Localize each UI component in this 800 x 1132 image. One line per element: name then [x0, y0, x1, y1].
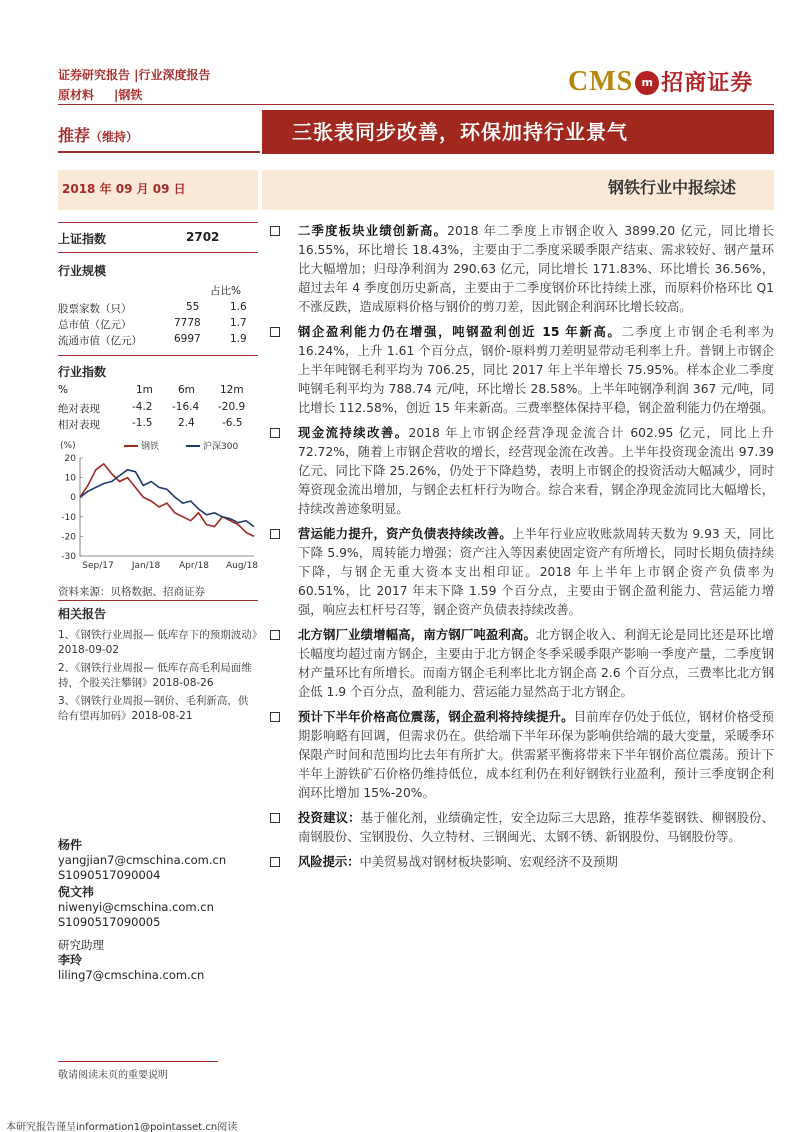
bullet-heading: 营运能力提升，资产负债表持续改善。: [298, 527, 512, 541]
sector-secondary: |钢铁: [114, 88, 143, 102]
bullet-item: [270, 626, 774, 702]
checkbox-icon: [270, 428, 280, 438]
left-divider: [58, 252, 258, 253]
checkbox-icon: [270, 529, 280, 539]
report-category: 证券研究报告 |行业深度报告: [58, 68, 211, 82]
share-header: 占比%: [210, 285, 241, 297]
chart-source: 资料来源：贝格数据、招商证券: [58, 586, 205, 598]
bullet-text: 上半年行业应收账款周转天数为 9.93 天，同比下降 5.9%，周转能力增强；资产注入等因素使固定资产有所增长，同时长期负债持续下降，与钢企无重大资本支出相印证。2018 年上半年上市钢企资产负债率为 60.51%，比 2017 年末下降 1.59 个百分点，主要由于钢企盈利能力、营运能力增强，响应去杠杆号召等，钢企资产负债表持续改善。: [298, 527, 774, 617]
legend-label: 沪深300: [203, 442, 239, 452]
x-tick-label: Aug/18: [225, 561, 258, 571]
bullet-heading: 预计下半年价格高位震荡，钢企盈利将持续提升。: [298, 710, 574, 724]
rating-label: 推荐: [58, 126, 91, 145]
report-subtitle: 钢铁行业中报综述: [262, 170, 774, 210]
assistant-name: 李玲: [58, 953, 83, 967]
assistant-email[interactable]: liling7@cmschina.com.cn: [58, 968, 205, 982]
table-row: [58, 401, 258, 417]
y-tick-label: -10: [61, 512, 76, 523]
checkbox-icon: [270, 857, 280, 867]
bullet-item: [270, 809, 774, 847]
row-value: 6997: [174, 333, 201, 345]
table-row: [58, 417, 258, 433]
bullet-item: [270, 853, 774, 872]
performance-chart: [58, 438, 258, 578]
analyst-id: S1090517090005: [58, 915, 161, 929]
series-line-2: [80, 470, 254, 527]
left-divider: [58, 600, 258, 601]
logo-circle-icon: m: [635, 71, 659, 95]
y-tick-label: 20: [64, 454, 76, 464]
bullet-text: 北方钢企收入、利润无论是同比还是环比增长幅度均超过南方钢企，主要由于北方钢企冬季采暖季限产影响一季度产量，二季度钢材产量环比有所增长。而南方钢企毛利率比北方钢企高 2.6 个百分点，三费率比北方钢企低 1.9 个百分点，盈利能力、营运能力显然高于北方钢企。: [298, 628, 774, 699]
x-tick-label: Sep/17: [82, 561, 114, 571]
row-value: 7778: [174, 317, 201, 329]
bullet-heading: 二季度板块业绩创新高。: [298, 224, 448, 238]
row-share: 1.6: [230, 301, 247, 313]
bullet-text: 基于催化剂，业绩确定性，安全边际三大思路，推荐华菱钢铁、柳钢股份、南钢股份、宝钢股份、久立特材、三钢闽光、太钢不锈、新钢股份、马钢股份等。: [298, 811, 774, 844]
bullet-text: 中美贸易战对钢材板块影响、宏观经济不及预期: [359, 855, 618, 869]
header-cell: 1m: [136, 384, 153, 396]
series-line-1: [80, 464, 254, 537]
header-cell: %: [58, 384, 68, 396]
checkbox-icon: [270, 226, 280, 236]
sector-label: [58, 86, 142, 104]
index-label: 上证指数: [58, 232, 107, 246]
header-divider: [58, 104, 774, 105]
footer-divider: [58, 1061, 218, 1062]
report-date: 2018 年 09 月 09 日: [58, 170, 258, 210]
row-label: 总市值（亿元）: [58, 319, 132, 331]
bullet-text: 2018 年二季度上市钢企收入 3899.20 亿元，同比增长 16.55%，环比增长 18.43%，主要由于二季度采暖季限产结束、需求较好、钢产量环比大幅增加；归母净利润为 290.63 亿元，同比增长 171.83%、环比增长 36.56%，超过去年 4 季度创历史新高，主要由于二季度钢价环比持续上涨，而原料价格环比 Q1 不涨反跌，造成原料价格与钢价的剪刀差，因此钢企利润环比增长较高。: [298, 224, 774, 314]
bullet-item: [270, 222, 774, 317]
analyst-id: S1090517090004: [58, 868, 161, 882]
row-value: -16.4: [172, 401, 200, 413]
related-report-link[interactable]: 1、《钢铁行业周报— 低库存下的预期波动》2018-09-02: [58, 629, 258, 656]
bullet-heading: 投资建议：: [298, 811, 361, 825]
left-divider: [58, 222, 258, 223]
chart-svg: [58, 438, 258, 578]
bullet-heading: 北方钢厂业绩增幅高，南方钢厂吨盈利高。: [298, 628, 537, 642]
analyst-email[interactable]: niwenyi@cmschina.com.cn: [58, 900, 214, 914]
logo-cms-text: CMS: [568, 66, 634, 97]
table-row: [58, 317, 258, 333]
assistant-role: 研究助理: [58, 938, 104, 952]
bullet-text: 2018 年上市钢企经营净现金流合计 602.95 亿元，同比上升 72.72%，随着上市钢企营收的增长，经营现金流在改善。上半年投资现金流出 97.39 亿元、同比下降 25.26%，仍处于下降趋势，表明上市钢企的投资活动大幅减少，同时筹资现金流出增加，与钢企去杠杆行为吻合。综合来看，钢企净现金流同比大幅增长，持续改善迹象明显。: [298, 426, 774, 516]
row-label: 流通市值（亿元）: [58, 335, 142, 347]
distribution-note: 本研究报告谨呈information1@pointasset.cn阅读: [6, 1122, 238, 1132]
bullet-heading: 现金流持续改善。: [298, 426, 409, 440]
related-list: [58, 628, 258, 724]
bullet-text: 目前库存仍处于低位，钢材价格受预期影响略有回调，但需求仍在。供给端下半年环保为影响供给端的最大变量，采暖季环保限产时间和范围均比去年有所扩大。供需紧平衡将带来下半年钢价高位震荡。预计下半年上游铁矿石价格仍维持低位，成本红利仍在利好钢铁行业盈利，预计三季度钢企利润环比增加 15%-20%。: [298, 710, 774, 800]
bullet-item: [270, 424, 774, 519]
x-tick-label: Apr/18: [178, 561, 210, 571]
row-value: -1.5: [132, 417, 153, 429]
analyst-email[interactable]: yangjian7@cmschina.com.cn: [58, 853, 227, 867]
row-value: -6.5: [222, 417, 243, 429]
row-value: -4.2: [132, 401, 153, 413]
bullet-item: [270, 525, 774, 620]
legend-label: 钢铁: [141, 442, 160, 452]
scale-header-row: [58, 283, 258, 299]
table-row: [58, 301, 258, 317]
logo-cn-text: 招商证券: [661, 71, 754, 96]
y-tick-label: -30: [61, 552, 76, 562]
y-tick-label: -20: [61, 532, 76, 543]
y-axis-label: (%): [60, 441, 76, 451]
analyst-block: [58, 838, 258, 983]
table-row: [58, 333, 258, 349]
report-title: 三张表同步改善，环保加持行业景气: [262, 110, 774, 154]
performance-heading: 行业指数: [58, 365, 107, 379]
sector-primary: 原材料: [58, 88, 95, 102]
row-value: 2.4: [178, 417, 195, 429]
checkbox-icon: [270, 327, 280, 337]
row-label: 股票家数（只）: [58, 303, 132, 315]
bullet-item: [270, 708, 774, 803]
y-tick-label: 0: [70, 493, 76, 504]
header-cell: 6m: [178, 384, 195, 396]
left-divider: [58, 355, 258, 356]
row-share: 1.7: [230, 317, 247, 329]
index-value: 2702: [186, 230, 220, 244]
row-share: 1.9: [230, 333, 247, 345]
row-label: 相对表现: [58, 419, 100, 431]
summary-bullets: [270, 222, 774, 878]
related-heading: 相关报告: [58, 607, 107, 621]
checkbox-icon: [270, 813, 280, 823]
bullet-text: 二季度上市钢企毛利率为 16.24%，上升 1.61 个百分点，钢价-原料剪刀差明显带动毛利率上升。普钢上市钢企上半年吨钢毛利平均为 706.25，同比 2017 年上半年增长 75.95%。样本企业二季度吨钢毛利平均为 788.74 元/吨，环比增长 28.58%。上半年吨钢净利润 367 元/吨，同比增长 112.58%，创近 15 年来新高。三费率整体保持平稳，钢企盈利能力仍在增强。: [298, 325, 774, 415]
related-report-link[interactable]: 2、《钢铁行业周报— 低库存高毛利局面维持，个股关注攀钢》2018-08-26: [58, 662, 252, 689]
bullet-item: [270, 323, 774, 418]
checkbox-icon: [270, 630, 280, 640]
bullet-heading: 风险提示：: [298, 855, 360, 869]
row-value: -20.9: [218, 401, 246, 413]
rating-qualifier: （维持）: [90, 130, 139, 144]
row-value: 55: [186, 301, 200, 313]
x-tick-label: Jan/18: [131, 561, 161, 571]
row-label: 绝对表现: [58, 403, 100, 415]
related-report-link[interactable]: 3、《钢铁行业周报—钢价、毛利新高，供给有望再加码》2018-08-21: [58, 695, 249, 722]
y-tick-label: 10: [64, 473, 76, 484]
analyst-name: 倪文祎: [58, 885, 95, 899]
footer-note: 敬请阅读末页的重要说明: [58, 1070, 168, 1081]
performance-header-row: [58, 384, 258, 400]
bullet-heading: 钢企盈利能力仍在增强，吨钢盈利创近 15 年新高。: [298, 325, 622, 339]
analyst-name: 杨件: [58, 838, 83, 852]
scale-heading: 行业规模: [58, 264, 107, 278]
cms-logo: [568, 66, 778, 100]
checkbox-icon: [270, 712, 280, 722]
rating: [58, 123, 260, 153]
header-cell: 12m: [220, 384, 244, 396]
